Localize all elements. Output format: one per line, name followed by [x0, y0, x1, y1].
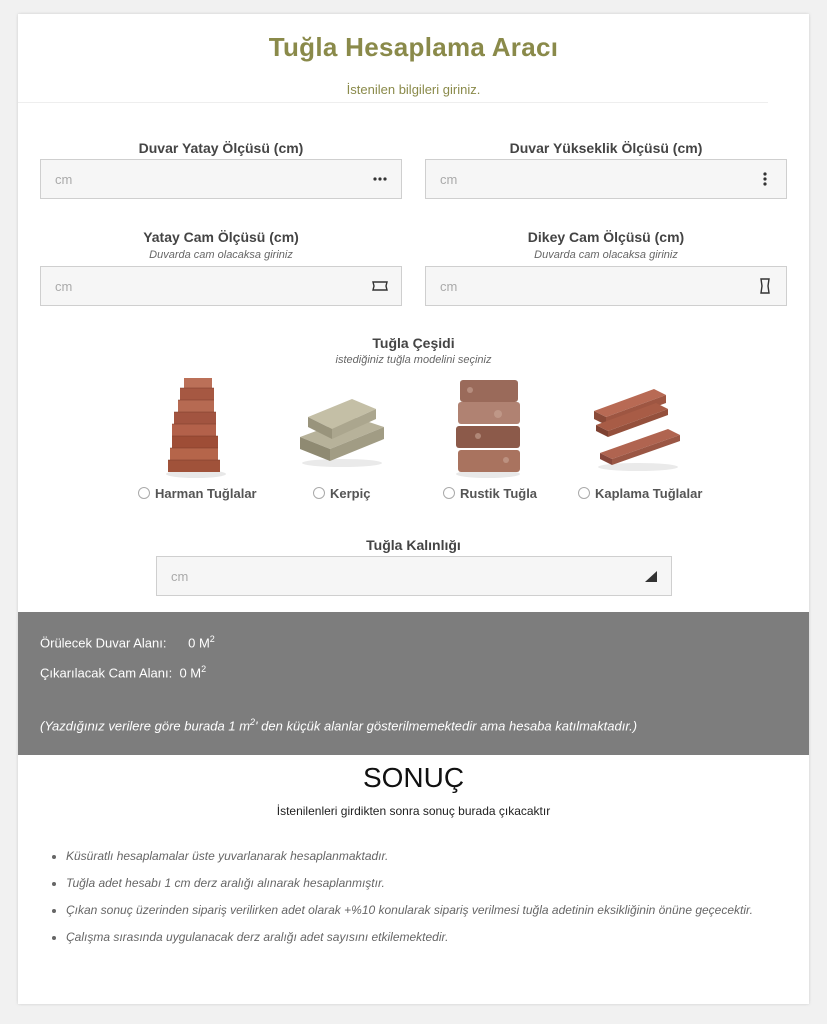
dikey-cam-label: Dikey Cam Ölçüsü (cm)	[527, 229, 685, 245]
note-part1: (Yazdığınız verilere göre burada 1 m	[40, 718, 251, 734]
ellipsis-horizontal-icon	[371, 170, 389, 188]
dikey-cam-input[interactable]	[425, 266, 787, 306]
tugla-kalinligi-placeholder: cm	[171, 569, 189, 584]
harman-tugla-image[interactable]	[158, 374, 233, 479]
list-item: • Küsüratlı hesaplamalar üste yuvarlanarak hesaplanmaktadır.	[66, 849, 753, 863]
ellipsis-vertical-icon	[756, 170, 774, 188]
note-sup: 2	[250, 717, 256, 727]
yatay-cam-label: Yatay Cam Ölçüsü (cm)	[143, 229, 299, 245]
list-item: • Çalışma sırasında uygulanacak derz aralığı adet sayısını etkilemektedir.	[66, 930, 753, 944]
summary-note	[40, 717, 637, 733]
calculator-card	[18, 14, 809, 1004]
duvar-yatay-label: Duvar Yatay Ölçüsü (cm)	[138, 140, 304, 156]
wall-area-value: 0 M	[188, 635, 210, 651]
glass-area-row	[40, 664, 206, 680]
radio-dot[interactable]	[138, 487, 150, 499]
radio-rustik[interactable]	[443, 486, 537, 501]
radio-kaplama-label: Kaplama Tuğlalar	[595, 486, 703, 501]
divider	[18, 102, 768, 103]
result-title: SONUÇ	[362, 762, 465, 793]
horizontal-window-icon	[371, 277, 389, 295]
radio-kerpic[interactable]	[313, 486, 370, 501]
radio-kerpic-label: Kerpiç	[330, 486, 371, 501]
rustik-tugla-image[interactable]	[448, 374, 528, 479]
yatay-cam-placeholder: cm	[55, 279, 73, 294]
kaplama-tugla-image[interactable]	[588, 379, 688, 474]
dikey-cam-hint: Duvarda cam olacaksa giriniz	[534, 249, 678, 261]
note-part2: ' den küçük alanlar gösterilmemektedir ama hesaba katılmaktadır.)	[255, 718, 638, 734]
radio-harman-label: Harman Tuğlalar	[155, 486, 257, 501]
radio-dot[interactable]	[313, 487, 325, 499]
duvar-yatay-input[interactable]	[40, 159, 402, 199]
yatay-cam-hint: Duvarda cam olacaksa giriniz	[149, 249, 293, 261]
page-subtitle: İstenilen bilgileri giriniz.	[346, 82, 481, 97]
wall-area-row	[40, 634, 215, 650]
tugla-cesidi-hint: istediğiniz tuğla modelini seçiniz	[335, 354, 492, 366]
tugla-kalinligi-label: Tuğla Kalınlığı	[366, 537, 461, 553]
glass-area-label: Çıkarılacak Cam Alanı:	[40, 665, 173, 681]
dropdown-triangle-icon	[641, 567, 659, 585]
wall-area-label: Örülecek Duvar Alanı:	[40, 635, 167, 651]
radio-rustik-label: Rustik Tuğla	[460, 486, 538, 501]
result-subtitle: İstenilenleri girdikten sonra sonuç burada çıkacaktır	[276, 804, 551, 818]
radio-harman[interactable]	[138, 486, 257, 501]
wall-area-unit-sup: 2	[209, 634, 215, 644]
glass-area-unit-sup: 2	[201, 664, 207, 674]
kerpic-image[interactable]	[294, 389, 390, 469]
tugla-cesidi-label: Tuğla Çeşidi	[372, 335, 455, 351]
summary-panel	[18, 612, 809, 755]
vertical-window-icon	[756, 277, 774, 295]
list-item: • Çıkan sonuç üzerinden sipariş verilirken adet olarak +%10 konularak sipariş verilmesi tuğla adetinin eksikliğinin önüne geçecektir.	[66, 903, 753, 917]
dikey-cam-placeholder: cm	[440, 279, 458, 294]
duvar-yukseklik-input[interactable]	[425, 159, 787, 199]
duvar-yatay-placeholder: cm	[55, 172, 73, 187]
radio-dot[interactable]	[443, 487, 455, 499]
page-title: Tuğla Hesaplama Aracı	[268, 32, 559, 62]
yatay-cam-input[interactable]	[40, 266, 402, 306]
radio-dot[interactable]	[578, 487, 590, 499]
list-item: • Tuğla adet hesabı 1 cm derz aralığı alınarak hesaplanmıştır.	[66, 876, 753, 890]
duvar-yukseklik-placeholder: cm	[440, 172, 458, 187]
duvar-yukseklik-label: Duvar Yükseklik Ölçüsü (cm)	[509, 140, 703, 156]
radio-kaplama[interactable]	[578, 486, 702, 501]
glass-area-value: 0 M	[179, 665, 202, 681]
notes-list	[48, 849, 753, 957]
tugla-kalinligi-select[interactable]	[156, 556, 672, 596]
